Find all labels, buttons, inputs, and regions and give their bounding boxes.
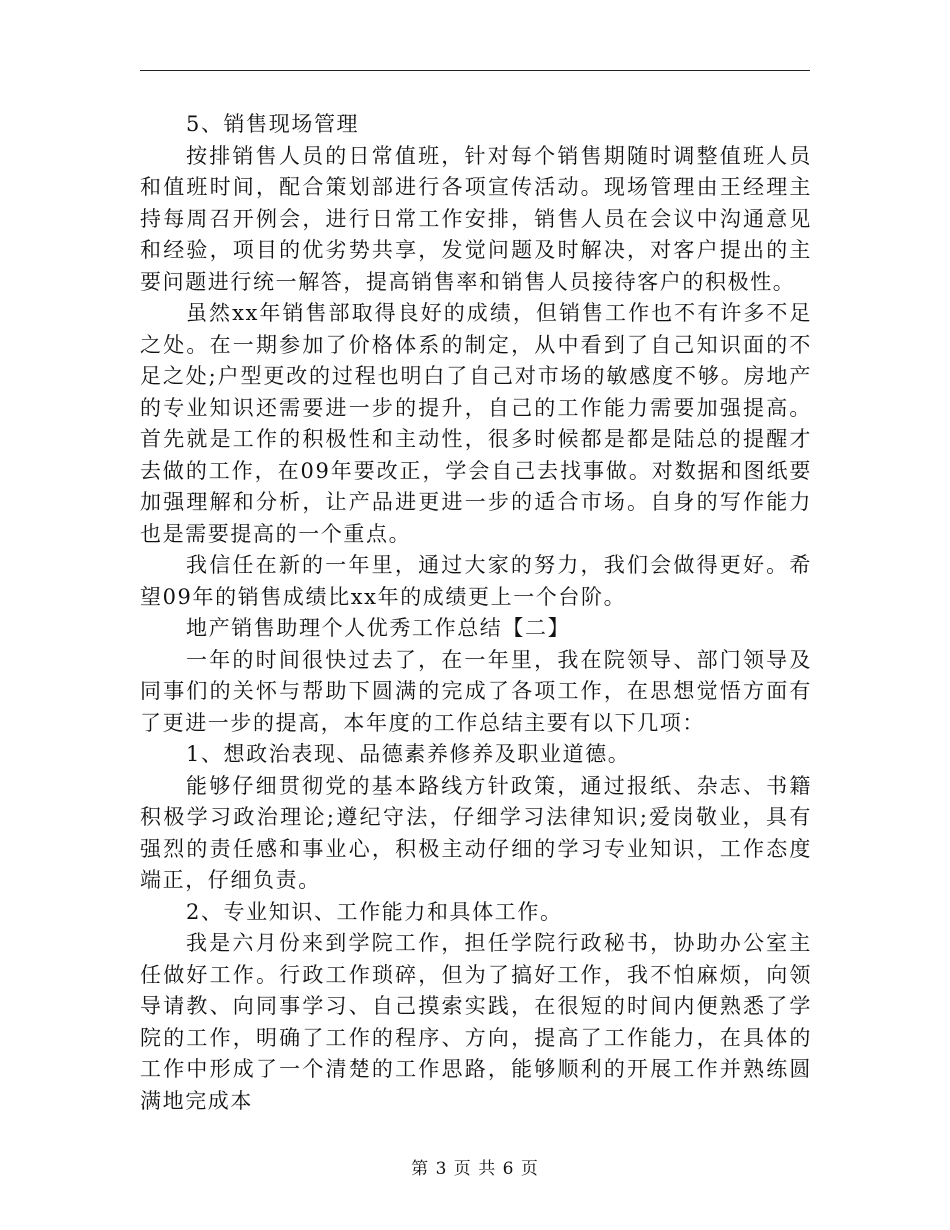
page-number: 第 3 页 共 6 页 <box>411 1159 539 1179</box>
section-heading-sales-site: 5、销售现场管理 <box>186 112 360 136</box>
section-heading-professional: 2、专业知识、工作能力和具体工作。 <box>186 899 563 924</box>
paragraph: 按排销售人员的日常值班，针对每个销售期随时调整值班人员和值班时间，配合策划部进行各项宣传活动。现场管理由王经理主持每周召开例会，进行日常工作安排，销售人员在会议中沟通意见和经验，项目的优劣势共享，发觉问题及时解决，对客户提出的主要问题进行统一解答，提高销售率和销售人员接待客户的积极性。 <box>140 143 812 294</box>
header-rule <box>140 70 810 71</box>
section-heading-politics: 1、想政治表现、品德素养修养及职业道德。 <box>186 742 631 766</box>
section-title-part-two: 地产销售助理个人优秀工作总结【二】 <box>186 616 571 640</box>
document-body <box>140 109 812 1117</box>
paragraph: 一年的时间很快过去了，在一年里，我在院领导、部门领导及同事们的关怀与帮助下圆满的完成了各项工作，在思想觉悟方面有了更进一步的提高，本年度的工作总结主要有以下几项： <box>140 647 812 735</box>
paragraph: 我是六月份来到学院工作，担任学院行政秘书，协助办公室主任做好工作。行政工作琐碎，但为了搞好工作，我不怕麻烦，向领导请教、向同事学习、自己摸索实践，在很短的时间内便熟悉了学院的工作，明确了工作的程序、方向，提高了工作能力，在具体的工作中形成了一个清楚的工作思路，能够顺利的开展工作并熟练圆满地完成本 <box>140 931 812 1113</box>
paragraph: 我信任在新的一年里，通过大家的努力，我们会做得更好。希望09年的销售成绩比xx年的成绩更上一个台阶。 <box>140 553 812 609</box>
paragraph: 能够仔细贯彻党的基本路线方针政策，通过报纸、杂志、书籍积极学习政治理论;遵纪守法，仔细学习法律知识;爱岗敬业，具有强烈的责任感和事业心，积极主动仔细的学习专业知识，工作态度端正，仔细负责。 <box>140 773 812 892</box>
paragraph: 虽然xx年销售部取得良好的成绩，但销售工作也不有许多不足之处。在一期参加了价格体系的制定，从中看到了自己知识面的不足之处;户型更改的过程也明白了自己对市场的敏感度不够。房地产的专业知识还需要进一步的提升，自己的工作能力需要加强提高。首先就是工作的积极性和主动性，很多时候都是都是陆总的提醒才去做的工作，在09年要改正，学会自己去找事做。对数据和图纸要加强理解和分析，让产品进更进一步的适合市场。自身的写作能力也是需要提高的一个重点。 <box>140 301 812 546</box>
